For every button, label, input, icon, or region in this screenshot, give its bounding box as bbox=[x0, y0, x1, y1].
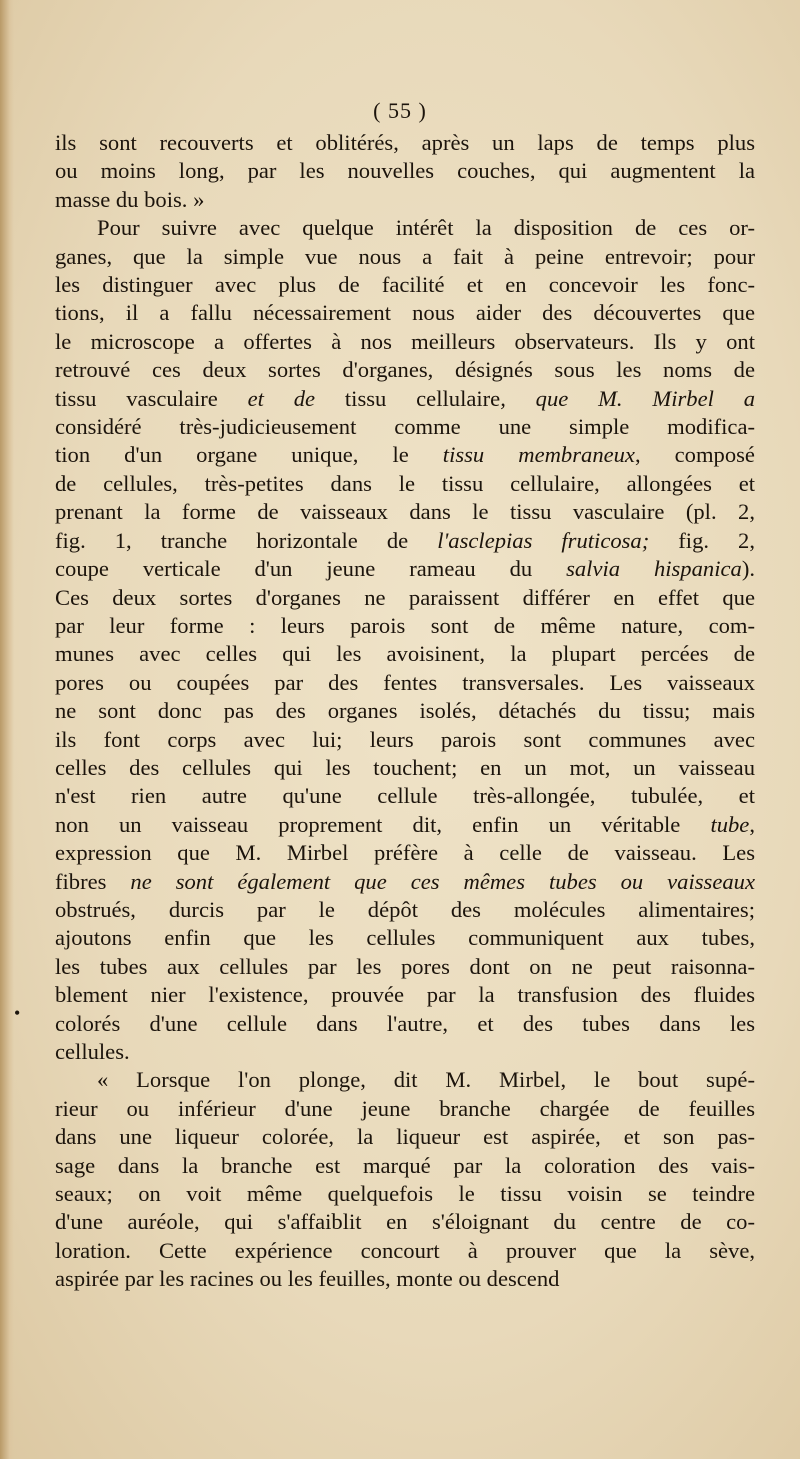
text-segment: ganes, que la simple vue nous a fait à peine entrevoir; pour bbox=[55, 243, 755, 269]
text-line bbox=[55, 584, 755, 612]
text-segment: , composé bbox=[634, 442, 755, 468]
text-line bbox=[55, 1237, 755, 1265]
text-line bbox=[55, 1265, 755, 1293]
text-line bbox=[55, 811, 755, 839]
page-edge-shadow bbox=[0, 0, 14, 1459]
text-segment: fig. 2, bbox=[649, 527, 755, 553]
text-segment: munes avec celles qui les avoisinent, la plupart percées de bbox=[55, 641, 755, 667]
text-segment: , bbox=[749, 811, 755, 837]
text-segment: tissu vasculaire bbox=[55, 385, 218, 411]
text-line bbox=[55, 470, 755, 498]
text-line bbox=[55, 1152, 755, 1180]
italic-term: salvia hispanica bbox=[566, 556, 742, 582]
text-line bbox=[55, 299, 755, 327]
italic-term: l'asclepias fruticosa; bbox=[437, 527, 650, 553]
text-line bbox=[55, 726, 755, 754]
text-line bbox=[55, 697, 755, 725]
text-line bbox=[55, 555, 755, 583]
text-segment: pores ou coupées par des fentes transversales. Les vaisseaux bbox=[55, 669, 755, 695]
text-line bbox=[55, 1208, 755, 1236]
text-segment: tissu cellulaire bbox=[344, 385, 501, 411]
text-line bbox=[55, 1180, 755, 1208]
text-line bbox=[55, 953, 755, 981]
text-segment: ils sont recouverts et oblitérés, après un laps de temps plus bbox=[55, 130, 755, 155]
text-segment: celles des cellules qui les touchent; en un mot, un vaisseau bbox=[55, 754, 755, 780]
text-line bbox=[55, 640, 755, 668]
text-line bbox=[55, 157, 755, 185]
text-segment: expression que M. Mirbel préfère à celle de vaisseau. Les bbox=[55, 840, 755, 866]
text-line bbox=[55, 924, 755, 952]
text-line bbox=[55, 186, 755, 214]
text-line bbox=[55, 754, 755, 782]
text-line bbox=[55, 981, 755, 1009]
text-segment: colorés d'une cellule dans l'autre, et des tubes dans les bbox=[55, 1010, 755, 1036]
text-segment: fibres bbox=[55, 868, 107, 894]
text-segment: fig. 1, tranche horizontale de bbox=[55, 527, 438, 553]
text-line bbox=[55, 527, 755, 555]
italic-term: tube bbox=[710, 811, 750, 837]
text-segment: seaux; on voit même quelquefois le tissu voisin se teindre bbox=[55, 1181, 755, 1207]
text-segment: les tubes aux cellules par les pores dont on ne peut raisonna- bbox=[55, 953, 755, 979]
text-segment: ). bbox=[741, 556, 755, 582]
text-line bbox=[55, 328, 755, 356]
text-segment: de cellules, très-petites dans le tissu cellulaire, allongées et bbox=[55, 470, 755, 496]
text-line bbox=[55, 413, 755, 441]
text-segment: ne sont donc pas des organes isolés, détachés du tissu; mais bbox=[55, 698, 755, 724]
text-line bbox=[55, 1038, 755, 1066]
text-line bbox=[55, 896, 755, 924]
text-line bbox=[55, 498, 755, 526]
text-segment: dans une liqueur colorée, la liqueur est aspirée, et son pas- bbox=[55, 1124, 755, 1150]
text-segment: Ces deux sortes d'organes ne paraissent différer en effet que bbox=[55, 584, 755, 610]
text-line bbox=[55, 612, 755, 640]
page-number: ( 55 ) bbox=[373, 98, 427, 123]
text-segment: non un vaisseau proprement dit, enfin un véritable bbox=[55, 811, 711, 837]
text-line bbox=[55, 271, 755, 299]
text-segment: retrouvé ces deux sortes d'organes, désignés sous les noms de bbox=[55, 357, 755, 383]
text-line bbox=[55, 1123, 755, 1151]
ink-speck: • bbox=[14, 1003, 21, 1023]
text-line bbox=[55, 441, 755, 469]
text-segment: ils font corps avec lui; leurs parois sont communes avec bbox=[55, 726, 755, 752]
text-line bbox=[55, 782, 755, 810]
text-segment: obstrués, durcis par le dépôt des molécules alimentaires; bbox=[55, 896, 755, 922]
text-line bbox=[55, 1066, 755, 1094]
text-line bbox=[55, 669, 755, 697]
text-segment: considéré très-judicieusement comme une simple modifica- bbox=[55, 414, 755, 440]
text-segment: masse du bois. » bbox=[55, 186, 205, 212]
text-segment: cellules. bbox=[55, 1039, 130, 1064]
text-line bbox=[55, 129, 755, 157]
text-segment: rieur ou inférieur d'une jeune branche chargée de feuilles bbox=[55, 1095, 755, 1121]
text-segment: tions, il a fallu nécessairement nous aider des découvertes que bbox=[55, 300, 755, 326]
text-line bbox=[55, 1095, 755, 1123]
text-segment: ajoutons enfin que les cellules communiquent aux tubes, bbox=[55, 925, 755, 951]
italic-term: et de bbox=[217, 385, 345, 411]
text-line bbox=[55, 1010, 755, 1038]
italic-term: , que M. Mirbel a bbox=[500, 385, 755, 411]
text-line bbox=[55, 356, 755, 384]
text-segment: blement nier l'existence, prouvée par la transfusion des fluides bbox=[55, 982, 755, 1008]
text-segment: les distinguer avec plus de facilité et en concevoir les fonc- bbox=[55, 272, 755, 298]
text-segment: prenant la forme de vaisseaux dans le tissu vasculaire (pl. 2, bbox=[55, 499, 755, 525]
text-segment: sage dans la branche est marqué par la coloration des vais- bbox=[55, 1152, 755, 1178]
text-segment: tion d'un organe unique, le bbox=[55, 442, 443, 468]
text-segment: aspirée par les racines ou les feuilles, monte ou descend bbox=[55, 1266, 560, 1292]
text-line bbox=[55, 214, 755, 242]
italic-term: tissu membraneux bbox=[442, 442, 635, 468]
text-line bbox=[55, 839, 755, 867]
text-line bbox=[55, 243, 755, 271]
text-segment: n'est rien autre qu'une cellule très-allongée, tubulée, et bbox=[55, 783, 755, 809]
text-segment: par leur forme : leurs parois sont de même nature, com- bbox=[55, 612, 755, 638]
text-segment: d'une auréole, qui s'affaiblit en s'éloignant du centre de co- bbox=[55, 1209, 755, 1235]
body-text bbox=[55, 129, 755, 1294]
text-line bbox=[55, 385, 755, 413]
italic-term: ne sont également que ces mêmes tubes ou vaisseaux bbox=[106, 868, 755, 894]
text-segment: Pour suivre avec quelque intérêt la disposition de ces or- bbox=[97, 215, 755, 241]
text-segment: le microscope a offertes à nos meilleurs observateurs. Ils y ont bbox=[55, 328, 755, 354]
text-segment: « Lorsque l'on plonge, dit M. Mirbel, le bout supé- bbox=[97, 1067, 755, 1093]
text-line bbox=[55, 868, 755, 896]
text-segment: ou moins long, par les nouvelles couches, qui augmentent la bbox=[55, 158, 755, 184]
text-segment: coupe verticale d'un jeune rameau du bbox=[55, 556, 567, 582]
text-segment: loration. Cette expérience concourt à prouver que la sève, bbox=[55, 1237, 755, 1263]
